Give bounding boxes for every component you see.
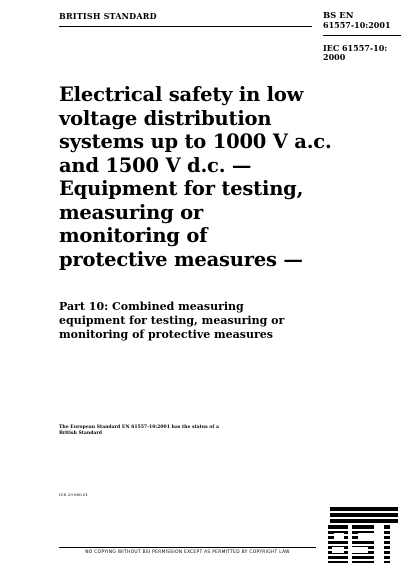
publication-type-label: BRITISH STANDARD: [59, 11, 157, 21]
document-subtitle: [59, 300, 329, 342]
bsi-logo: [322, 503, 402, 567]
title-line: and 1500 V d.c. —: [59, 153, 252, 177]
status-statement: [59, 425, 249, 437]
bsi-logo-icon: [322, 503, 402, 567]
title-line: measuring or: [59, 200, 203, 224]
footer-rule: [59, 547, 316, 548]
standard-number-bs-en-code: 61557-10:2001: [323, 20, 391, 30]
title-line: voltage distribution: [59, 106, 272, 130]
standard-number-bs-en: BS EN: [323, 11, 354, 21]
title-line: protective measures —: [59, 247, 303, 271]
standard-number-iec: IEC 61557-10:: [323, 43, 388, 53]
standard-number-iec-year: 2000: [323, 52, 346, 62]
status-line: The European Standard EN 61557-10:2001 has the status of a: [59, 425, 219, 430]
copyright-notice: NO COPYING WITHOUT BSI PERMISSION EXCEPT AS PERMITTED BY COPYRIGHT LAW: [85, 550, 290, 555]
status-line: British Standard: [59, 431, 103, 436]
subtitle-line: equipment for testing, measuring or: [59, 314, 285, 327]
subtitle-line: Part 10: Combined measuring: [59, 300, 244, 313]
ics-code: ICS 29.080.01: [59, 492, 89, 497]
header-left: [59, 12, 312, 27]
title-line: systems up to 1000 V a.c.: [59, 130, 332, 153]
header-right: [323, 12, 401, 62]
document-title: [59, 83, 349, 271]
subtitle-line: monitoring of protective measures: [59, 328, 273, 341]
header-rule-left: [59, 26, 312, 27]
title-line: Equipment for testing,: [59, 177, 304, 200]
title-line: monitoring of: [59, 224, 208, 247]
title-line: Electrical safety in low: [59, 83, 304, 106]
